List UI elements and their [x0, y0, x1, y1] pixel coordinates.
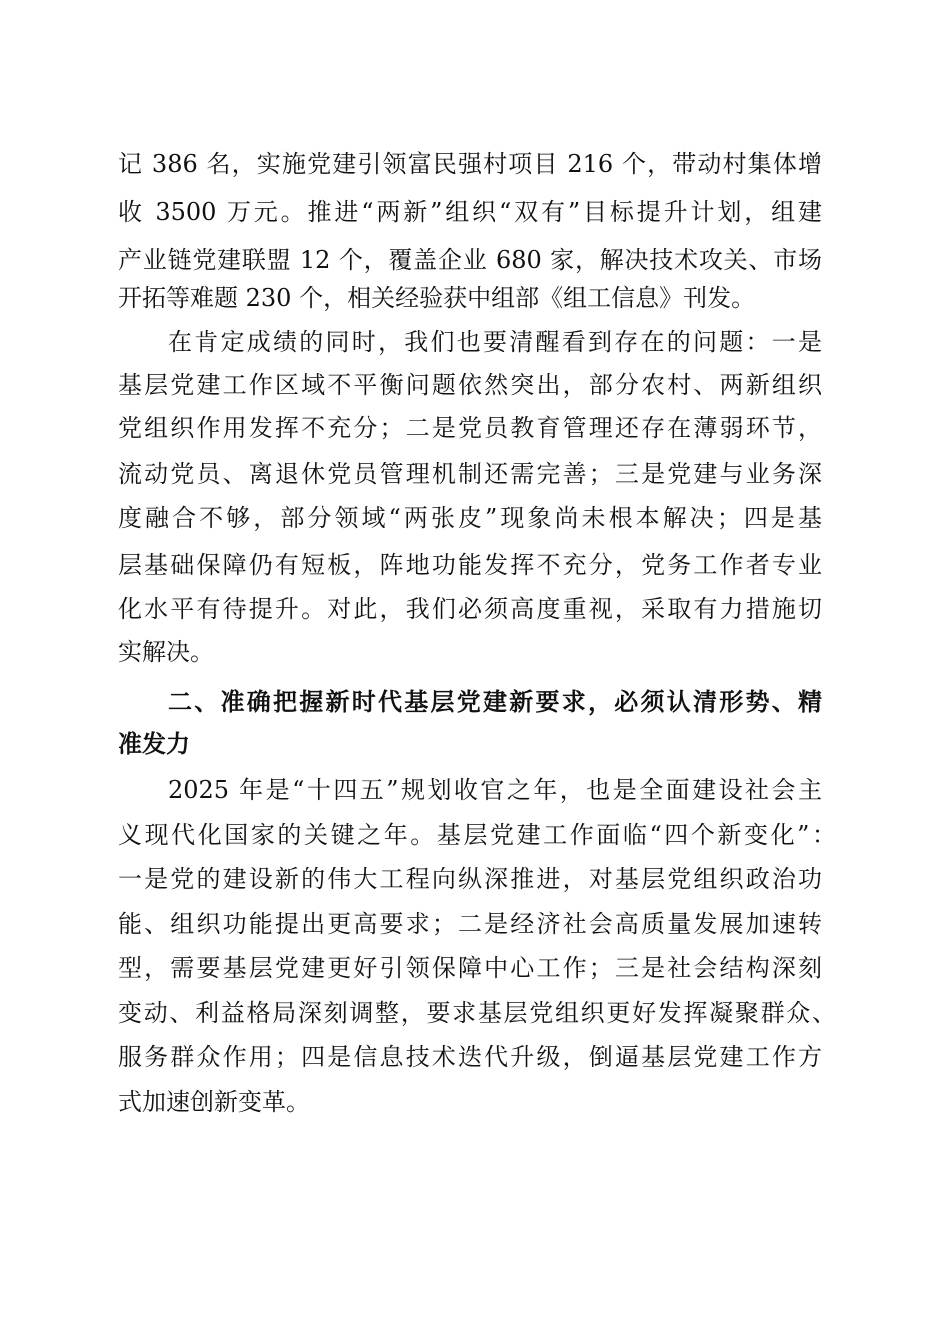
text-line: 收 3500 万元。推进“两新”组织“双有”目标提升计划，组建	[118, 198, 822, 226]
text-line: 义现代化国家的关键之年。基层党建工作面临“四个新变化”：	[118, 821, 836, 849]
text-line: 流动党员、离退休党员管理机制还需完善；三是党建与业务深	[118, 460, 822, 488]
text-line: 式加速创新变革。	[118, 1088, 310, 1116]
text-line: 能、组织功能提出更高要求；二是经济社会高质量发展加速转	[118, 910, 822, 938]
text-line: 2025 年是“十四五”规划收官之年，也是全面建设社会主	[168, 776, 822, 804]
text-line: 层基础保障仍有短板，阵地功能发挥不充分，党务工作者专业	[118, 551, 822, 579]
text-line: 记 386 名，实施党建引领富民强村项目 216 个，带动村集体增	[118, 150, 822, 178]
text-line: 产业链党建联盟 12 个，覆盖企业 680 家，解决技术攻关、市场	[118, 246, 822, 274]
text-line: 开拓等难题 230 个，相关经验获中组部《组工信息》刊发。	[118, 284, 756, 312]
section-heading-continued: 准发力	[118, 730, 190, 758]
text-line: 化水平有待提升。对此，我们必须高度重视，采取有力措施切	[118, 595, 822, 623]
text-line: 一是党的建设新的伟大工程向纵深推进，对基层党组织政治功	[118, 865, 822, 893]
text-line: 基层党建工作区域不平衡问题依然突出，部分农村、两新组织	[118, 371, 822, 399]
text-line: 党组织作用发挥不充分；二是党员教育管理还存在薄弱环节，	[118, 414, 822, 442]
text-line: 型，需要基层党建更好引领保障中心工作；三是社会结构深刻	[118, 954, 822, 982]
text-line: 实解决。	[118, 638, 214, 666]
text-line: 在肯定成绩的同时，我们也要清醒看到存在的问题：一是	[168, 328, 822, 356]
text-line: 度融合不够，部分领域“两张皮”现象尚未根本解决；四是基	[118, 504, 822, 532]
text-line: 服务群众作用；四是信息技术迭代升级，倒逼基层党建工作方	[118, 1043, 822, 1071]
section-heading: 二、准确把握新时代基层党建新要求，必须认清形势、精	[168, 688, 822, 716]
text-line: 变动、利益格局深刻调整，要求基层党组织更好发挥凝聚群众、	[118, 999, 836, 1027]
